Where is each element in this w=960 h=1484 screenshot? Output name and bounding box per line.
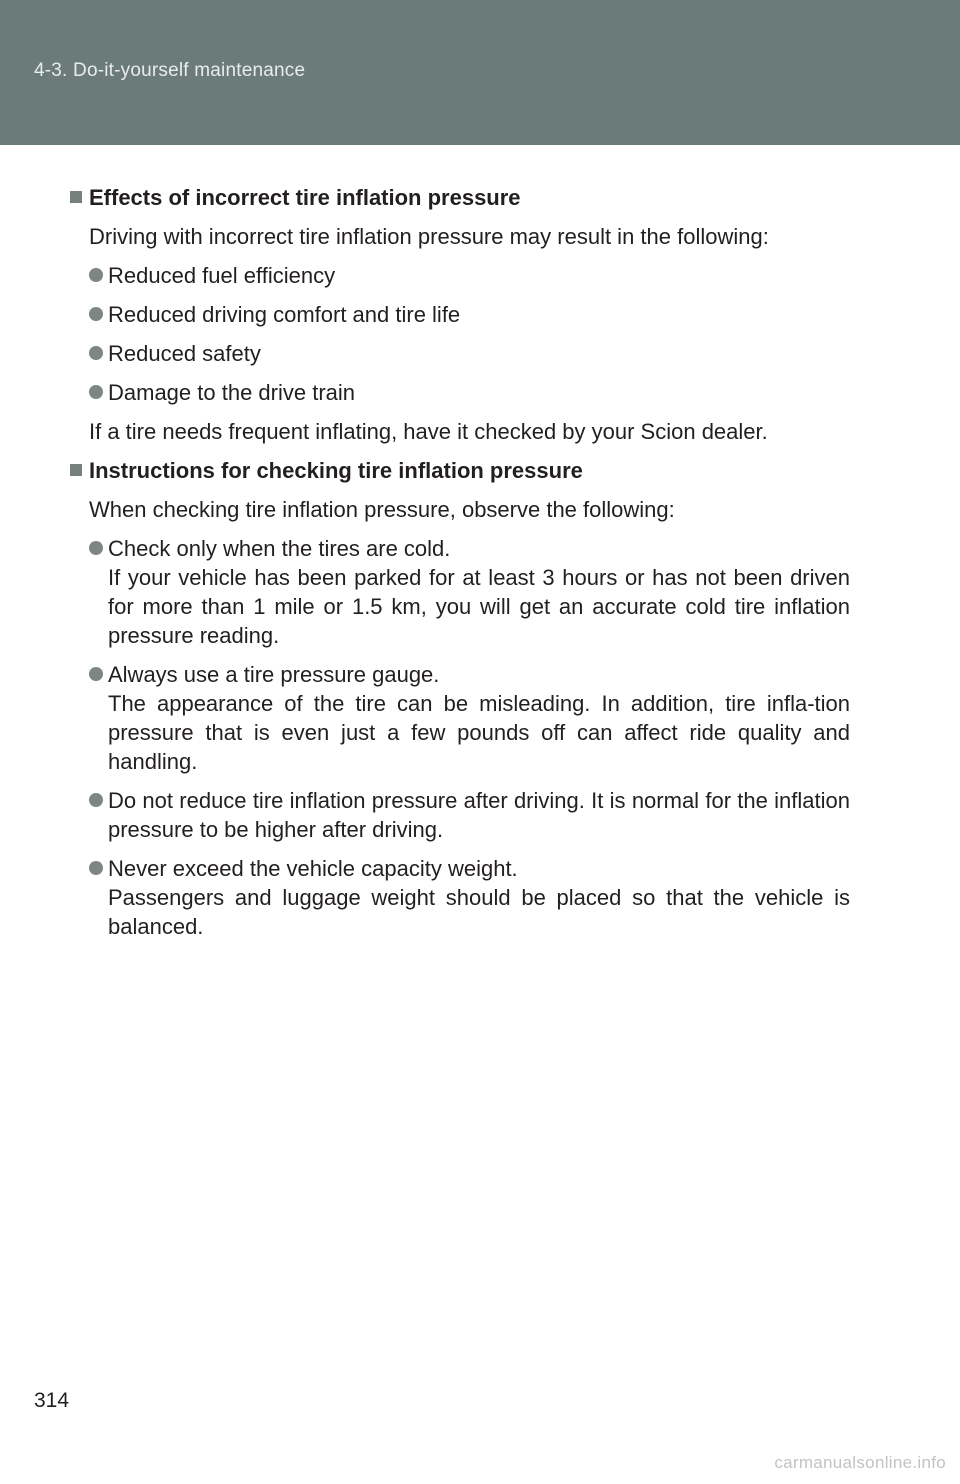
page-content bbox=[70, 183, 850, 951]
list-item-text: Damage to the drive train bbox=[108, 380, 356, 405]
section-heading-instructions bbox=[70, 456, 850, 485]
list-item-text: Reduced safety bbox=[108, 341, 261, 366]
circle-bullet-icon bbox=[89, 541, 103, 555]
list-item-lead: Check only when the tires are cold. bbox=[108, 536, 451, 561]
section-heading-text: Instructions for checking tire inflation pressure bbox=[89, 458, 583, 483]
page-number: 314 bbox=[34, 1389, 70, 1412]
page-header bbox=[0, 0, 960, 145]
list-item bbox=[89, 660, 850, 776]
square-bullet-icon bbox=[70, 464, 82, 476]
watermark: carmanualsonline.info bbox=[774, 1453, 946, 1472]
list-item-body: The appearance of the tire can be misleading. In addition, tire infla-tion pressure that is even just a few pounds off can affect ride quality and handling. bbox=[108, 691, 850, 774]
list-item-text: Reduced driving comfort and tire life bbox=[108, 302, 461, 327]
circle-bullet-icon bbox=[89, 268, 103, 282]
list-item-lead: Always use a tire pressure gauge. bbox=[108, 662, 440, 687]
section-heading-effects bbox=[70, 183, 850, 212]
circle-bullet-icon bbox=[89, 307, 103, 321]
section-intro: When checking tire inflation pressure, observe the following: bbox=[89, 497, 675, 522]
section-heading-text: Effects of incorrect tire inflation pressure bbox=[89, 185, 521, 210]
circle-bullet-icon bbox=[89, 861, 103, 875]
list-item bbox=[89, 261, 850, 290]
section-header-title: 4-3. Do-it-yourself maintenance bbox=[34, 60, 306, 81]
list-item-text: Reduced fuel efficiency bbox=[108, 263, 336, 288]
list-item-lead: Never exceed the vehicle capacity weight. bbox=[108, 856, 518, 881]
circle-bullet-icon bbox=[89, 793, 103, 807]
circle-bullet-icon bbox=[89, 385, 103, 399]
list-item-lead: Do not reduce tire inflation pressure after driving. It is normal for the inflation pressure to be higher after driving. bbox=[108, 788, 850, 842]
list-item bbox=[89, 339, 850, 368]
list-item bbox=[89, 786, 850, 844]
square-bullet-icon bbox=[70, 191, 82, 203]
section-intro: Driving with incorrect tire inflation pressure may result in the following: bbox=[89, 224, 769, 249]
list-item bbox=[89, 300, 850, 329]
circle-bullet-icon bbox=[89, 346, 103, 360]
list-item bbox=[89, 854, 850, 941]
list-item bbox=[89, 378, 850, 407]
list-item-body: Passengers and luggage weight should be placed so that the vehicle is balanced. bbox=[108, 885, 850, 939]
list-item bbox=[89, 534, 850, 650]
circle-bullet-icon bbox=[89, 667, 103, 681]
list-item-body: If your vehicle has been parked for at least 3 hours or has not been driven for more than 1 mile or 1.5 km, you will get an accurate cold tire inflation pressure reading. bbox=[108, 565, 850, 648]
section-outro: If a tire needs frequent inflating, have it checked by your Scion dealer. bbox=[89, 419, 768, 444]
